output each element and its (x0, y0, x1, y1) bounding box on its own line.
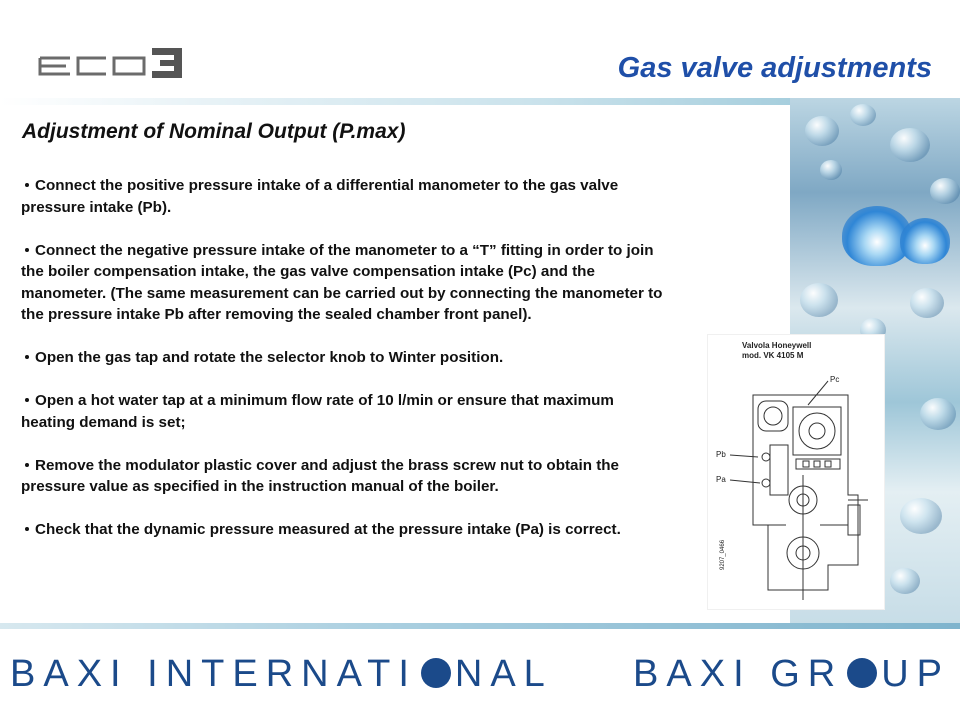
dot-o-icon (847, 658, 877, 688)
diagram-code: 9207_0466 (720, 539, 726, 570)
bullet-dot-icon (25, 398, 29, 402)
bullet-dot-icon (25, 355, 29, 359)
baxi-international-logo: BAXI INTERNATI NAL (10, 653, 553, 695)
footer-divider (0, 623, 960, 629)
eco3-logo (36, 44, 186, 84)
diagram-model: mod. VK 4105 M (742, 351, 804, 360)
label-pc: Pc (830, 375, 840, 384)
dot-o-icon (421, 658, 451, 688)
bullet-dot-icon (25, 527, 29, 531)
page-title: Gas valve adjustments (617, 52, 932, 84)
list-item: Remove the modulator plastic cover and adjust the brass screw nut to obtain the pressure value as specified in the instruction manual of the boiler. (21, 456, 619, 495)
diagram-caption: Valvola Honeywell (742, 341, 812, 350)
label-pa: Pa (716, 475, 726, 484)
list-item: Connect the negative pressure intake of the manometer to a “T” fitting in order to join the boiler compensation intake, the gas valve compensation intake (Pc) and the manometer. (The same measurement can be carried out by connecting the manometer to the pressure intake Pb after removing the sealed chamber front panel). (21, 241, 663, 323)
list-item: Open a hot water tap at a minimum flow rate of 10 l/min or ensure that maximum heating demand is set; (21, 392, 614, 431)
bullet-dot-icon (25, 248, 29, 252)
instruction-list (21, 175, 666, 562)
gas-valve-diagram (707, 334, 885, 610)
section-subtitle: Adjustment of Nominal Output (P.max) (22, 120, 406, 143)
list-item: Connect the positive pressure intake of a differential manometer to the gas valve pressure intake (Pb). (21, 177, 619, 216)
bullet-dot-icon (25, 183, 29, 187)
list-item: Open the gas tap and rotate the selector knob to Winter position. (21, 347, 666, 369)
label-pb: Pb (716, 450, 726, 459)
list-item: Check that the dynamic pressure measured at the pressure intake (Pa) is correct. (21, 519, 666, 541)
bullet-dot-icon (25, 463, 29, 467)
valve-drawing (708, 335, 886, 611)
baxi-group-logo: BAXI GR UP (633, 653, 950, 695)
